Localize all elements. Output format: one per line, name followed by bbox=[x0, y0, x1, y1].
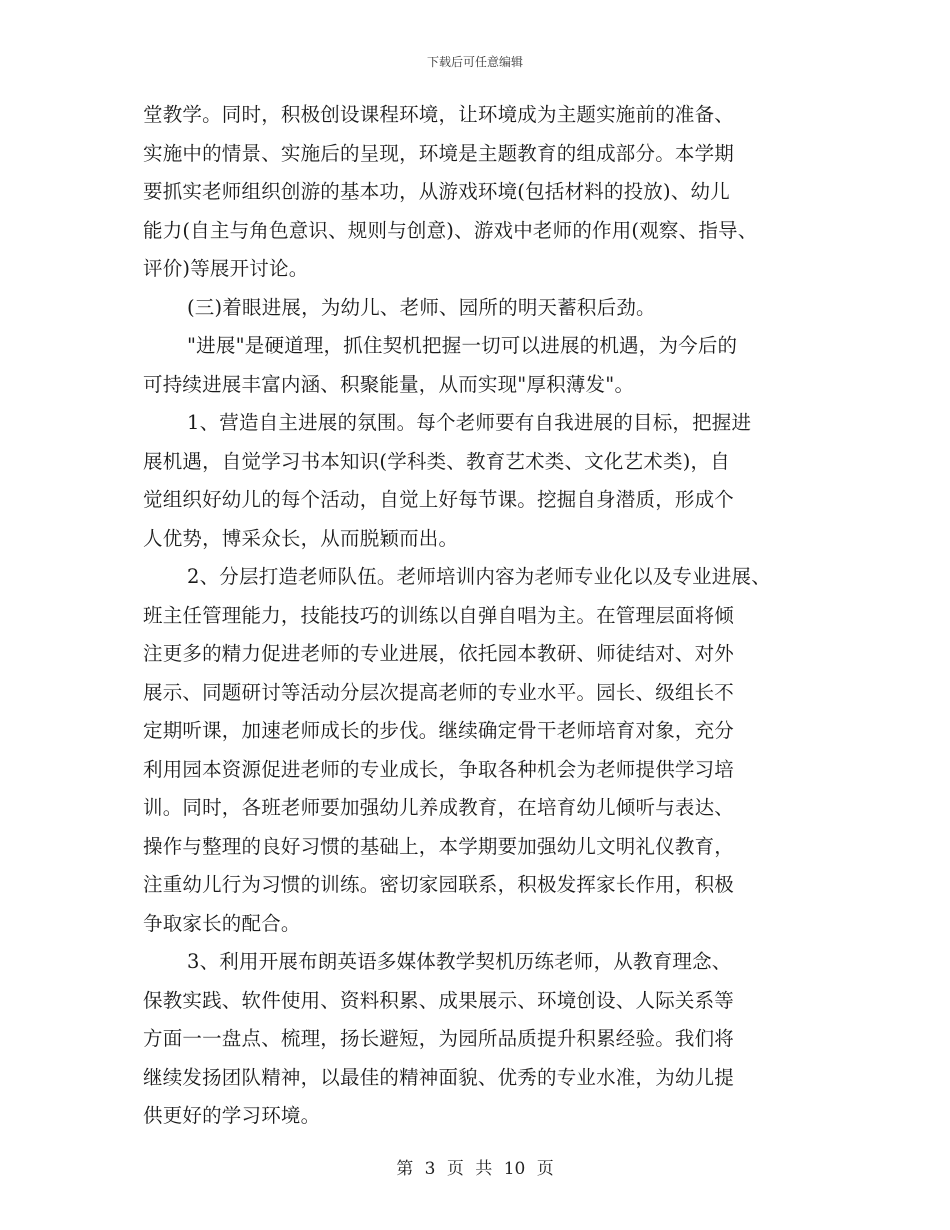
text-line: 展机遇，自觉学习书本知识(学科类、教育艺术类、文化艺术类)，自 bbox=[143, 449, 730, 473]
text-line: (三)着眼进展，为幼儿、老师、园所的明天蓄积后劲。 bbox=[187, 295, 656, 319]
text-line: 人优势，博采众长，从而脱颖而出。 bbox=[143, 526, 459, 550]
text-line: 实施中的情景、实施后的呈现，环境是主题教育的组成部分。本学期 bbox=[143, 141, 735, 165]
text-line: 班主任管理能力，技能技巧的训练以自弹自唱为主。在管理层面将倾 bbox=[143, 603, 735, 627]
text-line: 展示、同题研讨等活动分层次提高老师的专业水平。园长、级组长不 bbox=[143, 680, 735, 704]
text-line: 觉组织好幼儿的每个活动，自觉上好每节课。挖掘自身潜质，形成个 bbox=[143, 488, 735, 511]
text-line: 供更好的学习环境。 bbox=[143, 1104, 321, 1127]
text-line: "进展"是硬道理，抓住契机把握一切可以进展的机遇，为今后的 bbox=[187, 334, 738, 357]
text-line: 定期听课，加速老师成长的步伐。继续确定骨干老师培育对象，充分 bbox=[143, 719, 735, 742]
text-line: 堂教学。同时，积极创设课程环境，让环境成为主题实施前的准备、 bbox=[143, 103, 735, 126]
document-body bbox=[143, 96, 833, 1136]
text-line: 操作与整理的良好习惯的基础上，本学期要加强幼儿文明礼仪教育， bbox=[143, 834, 735, 858]
text-line: 继续发扬团队精神，以最佳的精神面貌、优秀的专业水准，为幼儿提 bbox=[143, 1065, 735, 1089]
text-line: 注更多的精力促进老师的专业进展，依托园本教研、师徒结对、对外 bbox=[143, 642, 735, 665]
text-line: 要抓实老师组织创游的基本功，从游戏环境(包括材料的投放)、幼儿 bbox=[143, 180, 730, 203]
text-line: 能力(自主与角色意识、规则与创意)、游戏中老师的作用(观察、指导、 bbox=[143, 218, 758, 242]
text-line: 注重幼儿行为习惯的训练。密切家园联系，积极发挥家长作用，积极 bbox=[143, 873, 735, 896]
text-line: 可持续进展丰富内涵、积聚能量，从而实现"厚积薄发"。 bbox=[143, 372, 635, 396]
page-footer: 第 3 页 共 10 页 bbox=[396, 1159, 554, 1179]
text-line: 争取家长的配合。 bbox=[143, 911, 301, 935]
text-line: 保教实践、软件使用、资料积累、成果展示、环境创设、人际关系等 bbox=[143, 988, 735, 1012]
text-line: 3、利用开展布朗英语多媒体教学契机历练老师，从教育理念、 bbox=[187, 950, 732, 973]
text-line: 利用园本资源促进老师的专业成长，争取各种机会为老师提供学习培 bbox=[143, 757, 735, 781]
page-header: 下载后可任意编辑 bbox=[426, 55, 523, 69]
text-line: 2、分层打造老师队伍。老师培训内容为老师专业化以及专业进展、 bbox=[187, 565, 771, 588]
text-line: 方面一一盘点、梳理，扬长避短，为园所品质提升积累经验。我们将 bbox=[143, 1027, 735, 1050]
text-line: 1、营造自主进展的氛围。每个老师要有自我进展的目标，把握进 bbox=[187, 411, 752, 434]
text-line: 训。同时，各班老师要加强幼儿养成教育，在培育幼儿倾听与表达、 bbox=[143, 796, 735, 819]
text-line: 评价)等展开讨论。 bbox=[143, 257, 309, 280]
